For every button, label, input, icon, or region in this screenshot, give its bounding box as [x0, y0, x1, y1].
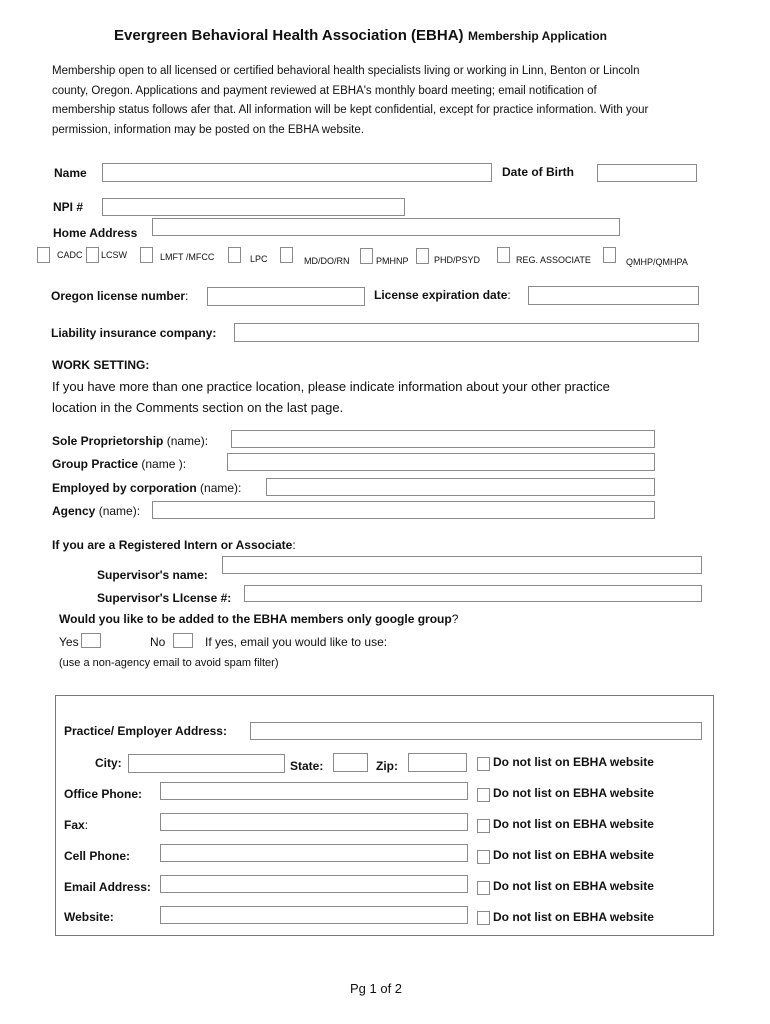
supervisor-name-input[interactable] — [222, 556, 702, 574]
website-label: Website: — [64, 910, 114, 924]
phd-label: PHD/PSYD — [434, 255, 481, 265]
website-do-not-list-label: Do not list on EBHA website — [493, 910, 654, 924]
email-do-not-list-label: Do not list on EBHA website — [493, 879, 654, 893]
supervisor-license-label: Supervisor's LIcense #: — [97, 591, 232, 605]
state-input[interactable] — [333, 753, 368, 772]
agency-suffix: (name): — [95, 504, 141, 518]
group-suffix: (name ): — [138, 457, 187, 471]
agency-row — [52, 504, 140, 518]
pmhnp-label: PMHNP — [376, 256, 409, 266]
state-label: State: — [290, 759, 324, 773]
name-label: Name — [54, 166, 87, 180]
supervisor-license-input[interactable] — [244, 585, 702, 602]
liability-input[interactable] — [234, 323, 699, 342]
group-row — [52, 457, 186, 471]
cadc-checkbox[interactable] — [37, 247, 50, 263]
lpc-checkbox[interactable] — [228, 247, 241, 263]
cadc-label: CADC — [57, 250, 83, 260]
license-number-row: Oregon license number: — [51, 289, 189, 303]
corp-input[interactable] — [266, 478, 655, 496]
zip-label: Zip: — [376, 759, 398, 773]
agency-label: Agency — [52, 504, 96, 518]
intern-heading-colon: : — [292, 538, 296, 552]
pmhnp-checkbox[interactable] — [360, 248, 373, 264]
cell-phone-input[interactable] — [160, 844, 468, 862]
npi-input[interactable] — [102, 198, 405, 216]
fax-row — [64, 818, 88, 832]
fax-input[interactable] — [160, 813, 468, 831]
cell-do-not-list-checkbox[interactable] — [477, 850, 490, 864]
cell-phone-label: Cell Phone: — [64, 849, 131, 863]
email-prompt: If yes, email you would like to use: — [205, 635, 388, 649]
md-checkbox[interactable] — [280, 247, 293, 263]
website-do-not-list-checkbox[interactable] — [477, 911, 490, 925]
sole-suffix: (name): — [163, 434, 209, 448]
title-sub: Membership Application — [468, 29, 607, 43]
qmhp-label: QMHP/QMHPA — [626, 257, 688, 267]
fax-colon: : — [84, 818, 89, 832]
sole-label: Sole Proprietorship — [52, 434, 164, 448]
city-do-not-list-label: Do not list on EBHA website — [493, 755, 654, 769]
sole-input[interactable] — [231, 430, 655, 448]
dob-input[interactable] — [597, 164, 697, 182]
lcsw-label: LCSW — [101, 250, 128, 260]
license-number-label: Oregon license number — [51, 289, 186, 303]
city-input[interactable] — [128, 754, 285, 773]
cell-do-not-list-label: Do not list on EBHA website — [493, 848, 654, 862]
lmft-label: LMFT /MFCC — [160, 252, 215, 262]
phd-checkbox[interactable] — [416, 248, 429, 264]
office-do-not-list-label: Do not list on EBHA website — [493, 786, 654, 800]
reg-associate-checkbox[interactable] — [497, 247, 510, 263]
group-input[interactable] — [227, 453, 655, 471]
license-exp-row: License expiration date: — [374, 288, 511, 302]
no-label: No — [150, 635, 166, 649]
google-group-question-text: Would you like to be added to the EBHA members only google group — [59, 612, 452, 626]
work-setting-heading: WORK SETTING: — [52, 358, 150, 372]
group-label: Group Practice — [52, 457, 139, 471]
practice-address-input[interactable] — [250, 722, 702, 740]
dob-label: Date of Birth — [502, 165, 574, 179]
office-do-not-list-checkbox[interactable] — [477, 788, 490, 802]
liability-label: Liability insurance company: — [51, 326, 217, 340]
office-phone-label: Office Phone: — [64, 787, 143, 801]
no-checkbox[interactable] — [173, 633, 193, 648]
office-phone-input[interactable] — [160, 782, 468, 800]
yes-checkbox[interactable] — [81, 633, 101, 648]
corp-row — [52, 481, 241, 495]
google-group-question-mark: ? — [451, 612, 459, 626]
intern-heading — [52, 538, 296, 552]
work-setting-note-1: If you have more than one practice location, please indicate information about your other practice — [52, 379, 610, 394]
corp-label: Employed by corporation — [52, 481, 197, 495]
reg-associate-label: REG. ASSOCIATE — [516, 255, 591, 265]
name-input[interactable] — [102, 163, 492, 182]
google-group-question — [59, 612, 458, 626]
agency-input[interactable] — [152, 501, 655, 519]
fax-label: Fax — [64, 818, 85, 832]
fax-do-not-list-checkbox[interactable] — [477, 819, 490, 833]
corp-suffix: (name): — [196, 481, 242, 495]
home-address-label: Home Address — [53, 226, 138, 240]
intro-paragraph: Membership open to all licensed or certified behavioral health specialists living or working in Linn, Benton or Lincoln county, Oregon. Applications and payment reviewed at EBHA's monthly board meeting; email notification of membership status follows afer that. All information will be kept confidential, except for practice information. With your permission, information may be posted on the EBHA website. — [52, 65, 649, 136]
qmhp-checkbox[interactable] — [603, 247, 616, 263]
work-setting-note-2: location in the Comments section on the last page. — [52, 400, 344, 415]
home-address-input[interactable] — [152, 218, 620, 236]
license-exp-input[interactable] — [528, 286, 699, 305]
title-main: Evergreen Behavioral Health Association (EBHA) — [114, 27, 464, 44]
license-number-input[interactable] — [207, 287, 365, 306]
email-address-input[interactable] — [160, 875, 468, 893]
page-number: Pg 1 of 2 — [350, 981, 403, 996]
email-address-label: Email Address: — [64, 880, 151, 894]
fax-do-not-list-label: Do not list on EBHA website — [493, 817, 654, 831]
practice-address-label: Practice/ Employer Address: — [64, 724, 227, 738]
lmft-checkbox[interactable] — [140, 247, 153, 263]
yes-label: Yes — [59, 635, 79, 649]
lpc-label: LPC — [250, 254, 268, 264]
email-do-not-list-checkbox[interactable] — [477, 881, 490, 895]
page-title — [114, 27, 607, 45]
sole-row — [52, 434, 208, 448]
city-label: City: — [95, 756, 122, 770]
license-exp-label: License expiration date — [374, 288, 508, 302]
city-do-not-list-checkbox[interactable] — [477, 757, 490, 771]
intern-heading-text: If you are a Registered Intern or Associate — [52, 538, 293, 552]
zip-input[interactable] — [408, 753, 467, 772]
lcsw-checkbox[interactable] — [86, 247, 99, 263]
md-label: MD/DO/RN — [304, 256, 350, 266]
spam-note: (use a non-agency email to avoid spam filter) — [59, 657, 279, 669]
website-input[interactable] — [160, 906, 468, 924]
npi-label: NPI # — [53, 200, 84, 214]
supervisor-name-label: Supervisor's name: — [97, 568, 208, 582]
